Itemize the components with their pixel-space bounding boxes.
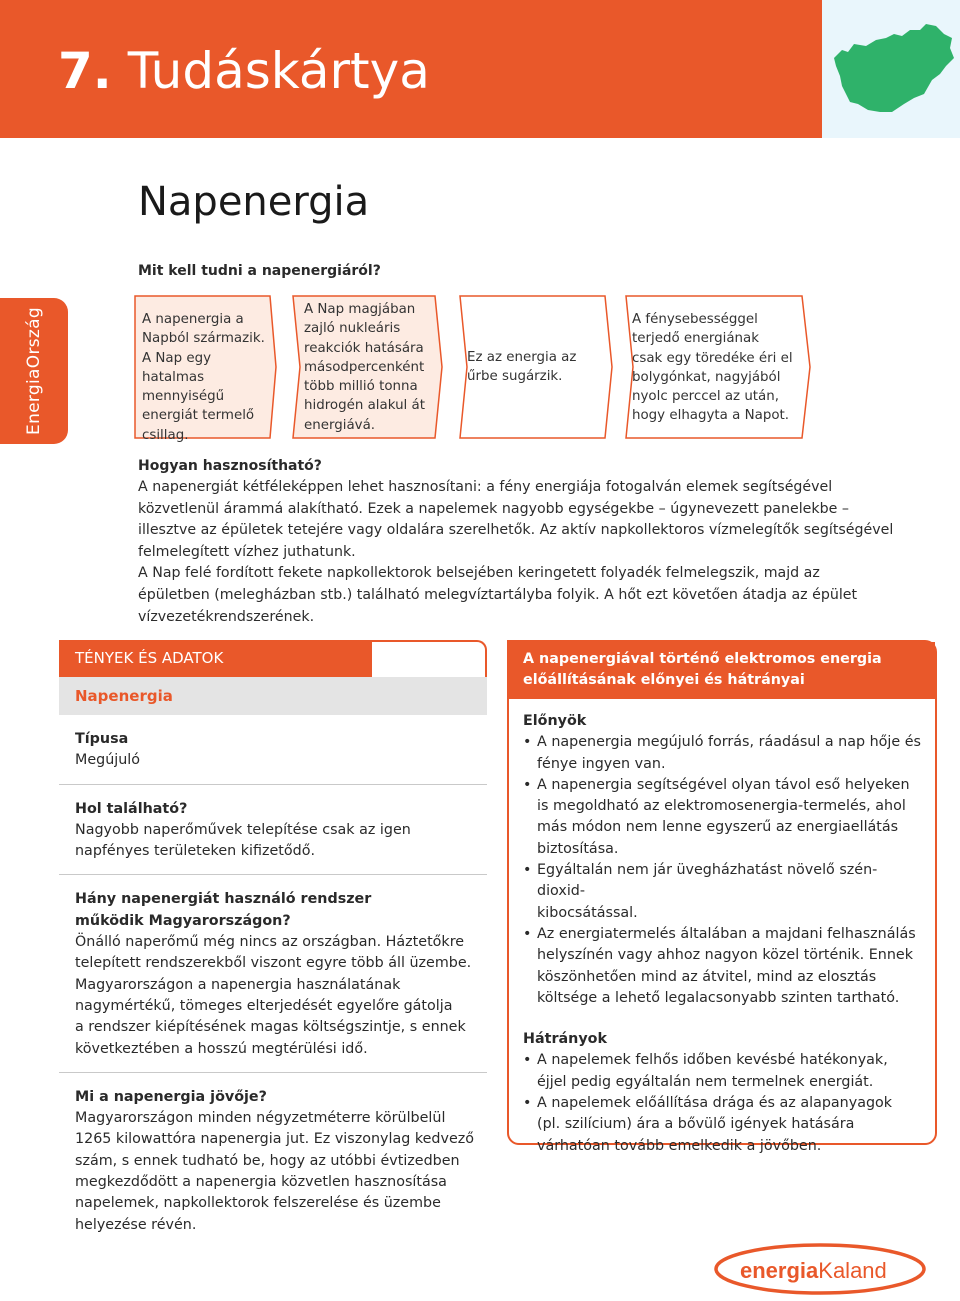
page-title: Napenergia xyxy=(138,179,370,225)
energiakaland-logo xyxy=(712,1238,932,1296)
facts-section-type: Típusa Megújuló xyxy=(59,715,487,785)
cons-title: Hátrányok xyxy=(523,1031,607,1048)
pro-item: • Az energiatermelés általában a majdani felhasználás helyszínén vagy ahhoz nagyon közel történik. Ennek köszönhetően mind az átvitel, mind az elosztás költsége a lehető legalacsonyabb szinten tartható. xyxy=(523,924,925,1009)
facts-section-location: Hol található? Nagyobb naperőművek telepítése csak az igen napfényes területeken kifizetődő. xyxy=(59,785,487,876)
facts-section-future: Mi a napenergia jövője? Magyarországon minden négyzetméterre körülbelül 1265 kilowattóra napenergia jut. Ez viszonylag kedvező szám, s ennek tudható be, hogy az utóbbi évtizedben megkezdődött a napenergia közvetlen hasznosítása napelemek, napkollektorok felszerelése és üzembe helyezése révén. xyxy=(75,1088,474,1233)
pro-item: • Egyáltalán nem jár üvegházhatást növelő szén-dioxid- kibocsátással. xyxy=(523,860,925,924)
logo-part-1: energia xyxy=(740,1258,819,1283)
con-item: • A napelemek előállítása drága és az alapanyagok (pl. szilícium) ára a bővülő igények hatására várhatóan tovább emelkedik a jövőben. xyxy=(523,1093,925,1157)
step-2-text: A Nap magjában zajló nukleáris reakciók hatására másodpercenként több millió tonna hidrogén alakul át energiává. xyxy=(304,302,425,433)
pros-title: Előnyök xyxy=(523,713,587,729)
card-title xyxy=(58,40,430,102)
step-4-text: A fénysebességgel terjedő energiának csak egy töredéke éri el bolygónkat, nagyjából nyolc perccel az után, hogy elhagyta a Napot. xyxy=(632,312,793,424)
hungary-map-icon xyxy=(822,0,960,138)
svg-text:energiaKaland xyxy=(740,1258,887,1283)
usage-paragraph: A napenergiát kétféleképpen lehet hasznosítani: a fény energiája fotogalván elemek segítségével közvetlenül árammá alakítható. Ezek a napelemek nagyobb egységekbe – úgynevezett panelekbe – illesztve az épületek tetejére vagy oldalára szerelhetők. Az aktív napkollektoros vízmelegítők segítségével felmelegített vízhez juthatunk. A Nap felé fordított fekete napkollektorok belsejében keringetett folyadék felmelegszik, majd az épületben (melegházban stb.) található melegvíztartályba folyik. A hőt ezt követően átadja az épület vízvezetékrendszerének. xyxy=(138,479,894,625)
facts-subheader: Napenergia xyxy=(59,677,487,715)
con-item: • A napelemek felhős időben kevésbé hatékonyak, éjjel pedig egyáltalán nem termelnek energiát. xyxy=(523,1050,925,1093)
step-3-text: Ez az energia az űrbe sugárzik. xyxy=(467,350,577,385)
facts-section-systems: Hány napenergiát használó rendszer működik Magyarországon? Önálló naperőmű még nincs az országban. Háztetőkre telepített rendszerekből viszont egyre több áll üzembe. Magyarországon a napenergia használatának nagymértékű, tömeges elterjedését egyelőre gátolja a rendszer kiépítésének magas költségszintje, s ennek következtében a hosszú megtérülési idő. xyxy=(59,875,487,1072)
usage-heading: Hogyan hasznosítható? xyxy=(138,458,322,474)
card-number: 7. xyxy=(58,42,112,100)
side-tab-label: EnergiaOrszág xyxy=(24,307,44,435)
facts-header: TÉNYEK ÉS ADATOK xyxy=(59,640,372,677)
pro-item: • A napenergia segítségével olyan távol eső helyeken is megoldható az elektromosenergia-termelés, ahol más módon nem lenne egyszerű az energiaellátás biztosítása. xyxy=(523,775,925,860)
step-1-text: A napenergia a Napból származik. A Nap egy hatalmas mennyiségű energiát termelő csillag. xyxy=(142,312,265,443)
cons-list xyxy=(523,1050,925,1156)
pros-cons-header: A napenergiával történő elektromos energia előállításának előnyei és hátrányai xyxy=(509,642,935,699)
process-steps xyxy=(130,292,830,442)
card-title-text: Tudáskártya xyxy=(127,42,430,100)
logo-swoosh-icon xyxy=(712,1238,932,1296)
pro-item: • A napenergia megújuló forrás, ráadásul a nap hője és fénye ingyen van. xyxy=(523,732,925,775)
pros-cons-box xyxy=(507,640,937,1154)
logo-part-2: Kaland xyxy=(818,1258,887,1283)
facts-box xyxy=(59,640,487,1248)
intro-question: Mit kell tudni a napenergiáról? xyxy=(138,263,381,279)
hungary-map-panel xyxy=(822,0,960,138)
pros-list xyxy=(523,732,925,1009)
facts-header-corner xyxy=(372,640,487,677)
side-tab xyxy=(0,298,68,444)
